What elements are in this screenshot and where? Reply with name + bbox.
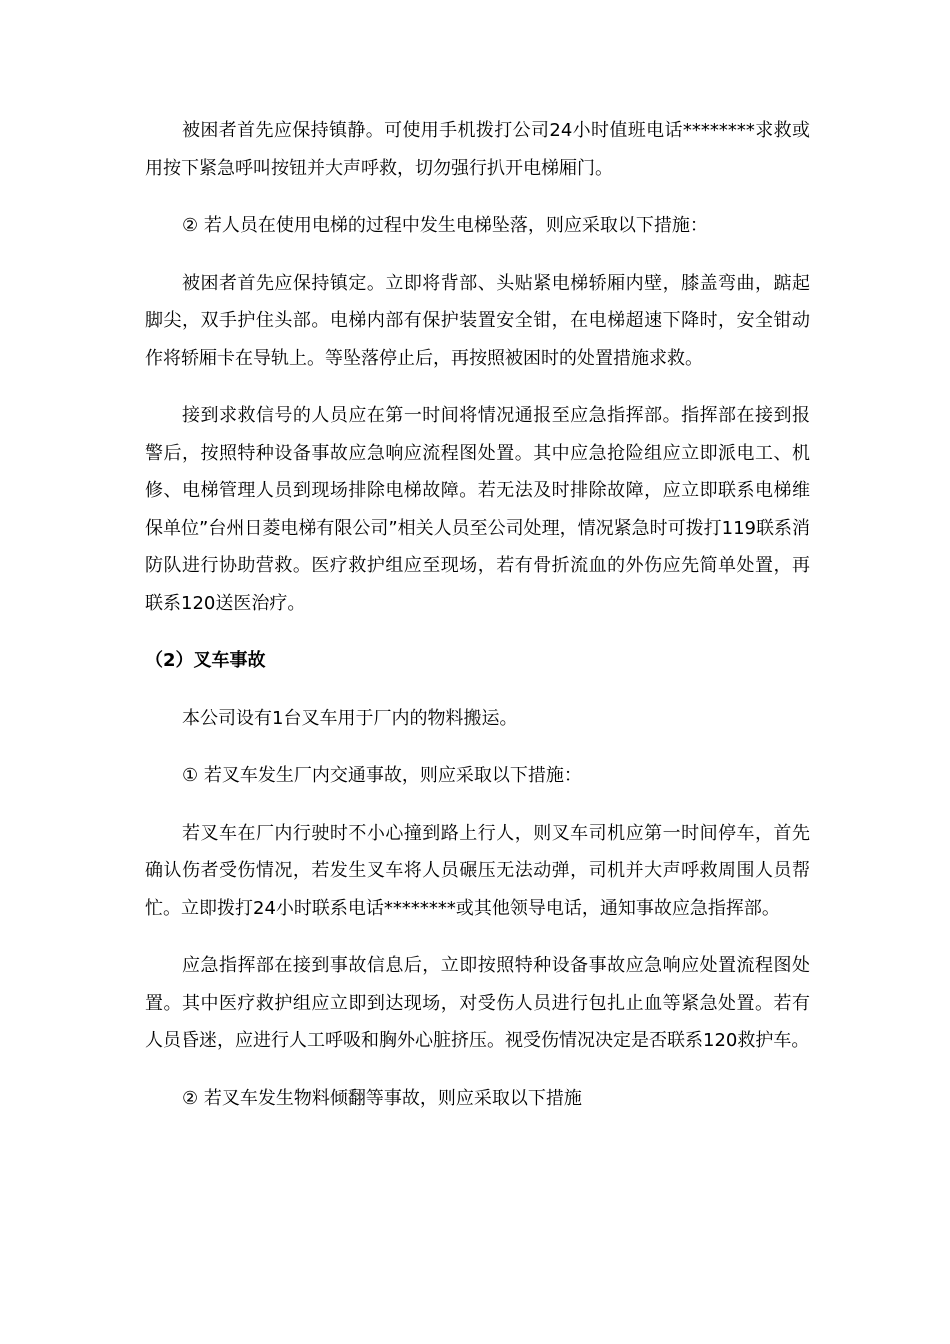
paragraph-forklift-tipover-intro: ② 若叉车发生物料倾翻等事故，则应采取以下措施 [182, 1087, 582, 1109]
paragraph-forklift-command-response: 应急指挥部在接到事故信息后，立即按照特种设备事故应急响应处置流程图处置。其中医疗救护组应立即到达现场，对受伤人员进行包扎止血等紧急处置。若有人员昏迷，应进行人工呼吸和胸外心脏挤压。视受伤情况决定是否联系120救护车。 [145, 955, 810, 1051]
paragraph-forklift-traffic-intro: ① 若叉车发生厂内交通事故，则应采取以下措施： [182, 765, 582, 786]
paragraph-elevator-fall-intro: ② 若人员在使用电梯的过程中发生电梯坠落，则应采取以下措施： [182, 215, 708, 236]
document-body [145, 112, 810, 1137]
paragraph-trapped-instructions: 被困者首先应保持镇静。可使用手机拨打公司24小时值班电话********求救或用按下紧急呼叫按钮并大声呼救，切勿强行扒开电梯厢门。 [145, 120, 810, 179]
paragraph-forklift-intro: 本公司设有1台叉车用于厂内的物料搬运。 [182, 707, 518, 729]
section-heading-forklift: （2）叉车事故 [145, 650, 266, 671]
paragraph-forklift-traffic-instructions: 若叉车在厂内行驶时不小心撞到路上行人，则叉车司机应第一时间停车，首先确认伤者受伤情况，若发生叉车将人员碾压无法动弹，司机并大声呼救周围人员帮忙。立即拨打24小时联系电话********或其他领导电话，通知事故应急指挥部。 [145, 822, 810, 919]
paragraph-rescue-response: 接到求救信号的人员应在第一时间将情况通报至应急指挥部。指挥部在接到报警后，按照特种设备事故应急响应流程图处置。其中应急抢险组应立即派电工、机修、电梯管理人员到现场排除电梯故障。若无法及时排除故障，应立即联系电梯维保单位”台州日菱电梯有限公司”相关人员至公司处理，情况紧急时可拨打119联系消防队进行协助营救。医疗救护组应至现场，若有骨折流血的外伤应先简单处置，再联系120送医治疗。 [145, 405, 811, 614]
paragraph-elevator-fall-instructions: 被困者首先应保持镇定。立即将背部、头贴紧电梯轿厢内壁，膝盖弯曲，踮起脚尖，双手护住头部。电梯内部有保护装置安全钳，在电梯超速下降时，安全钳动作将轿厢卡在导轨上。等坠落停止后，再按照被困时的处置措施求救。 [145, 272, 810, 369]
